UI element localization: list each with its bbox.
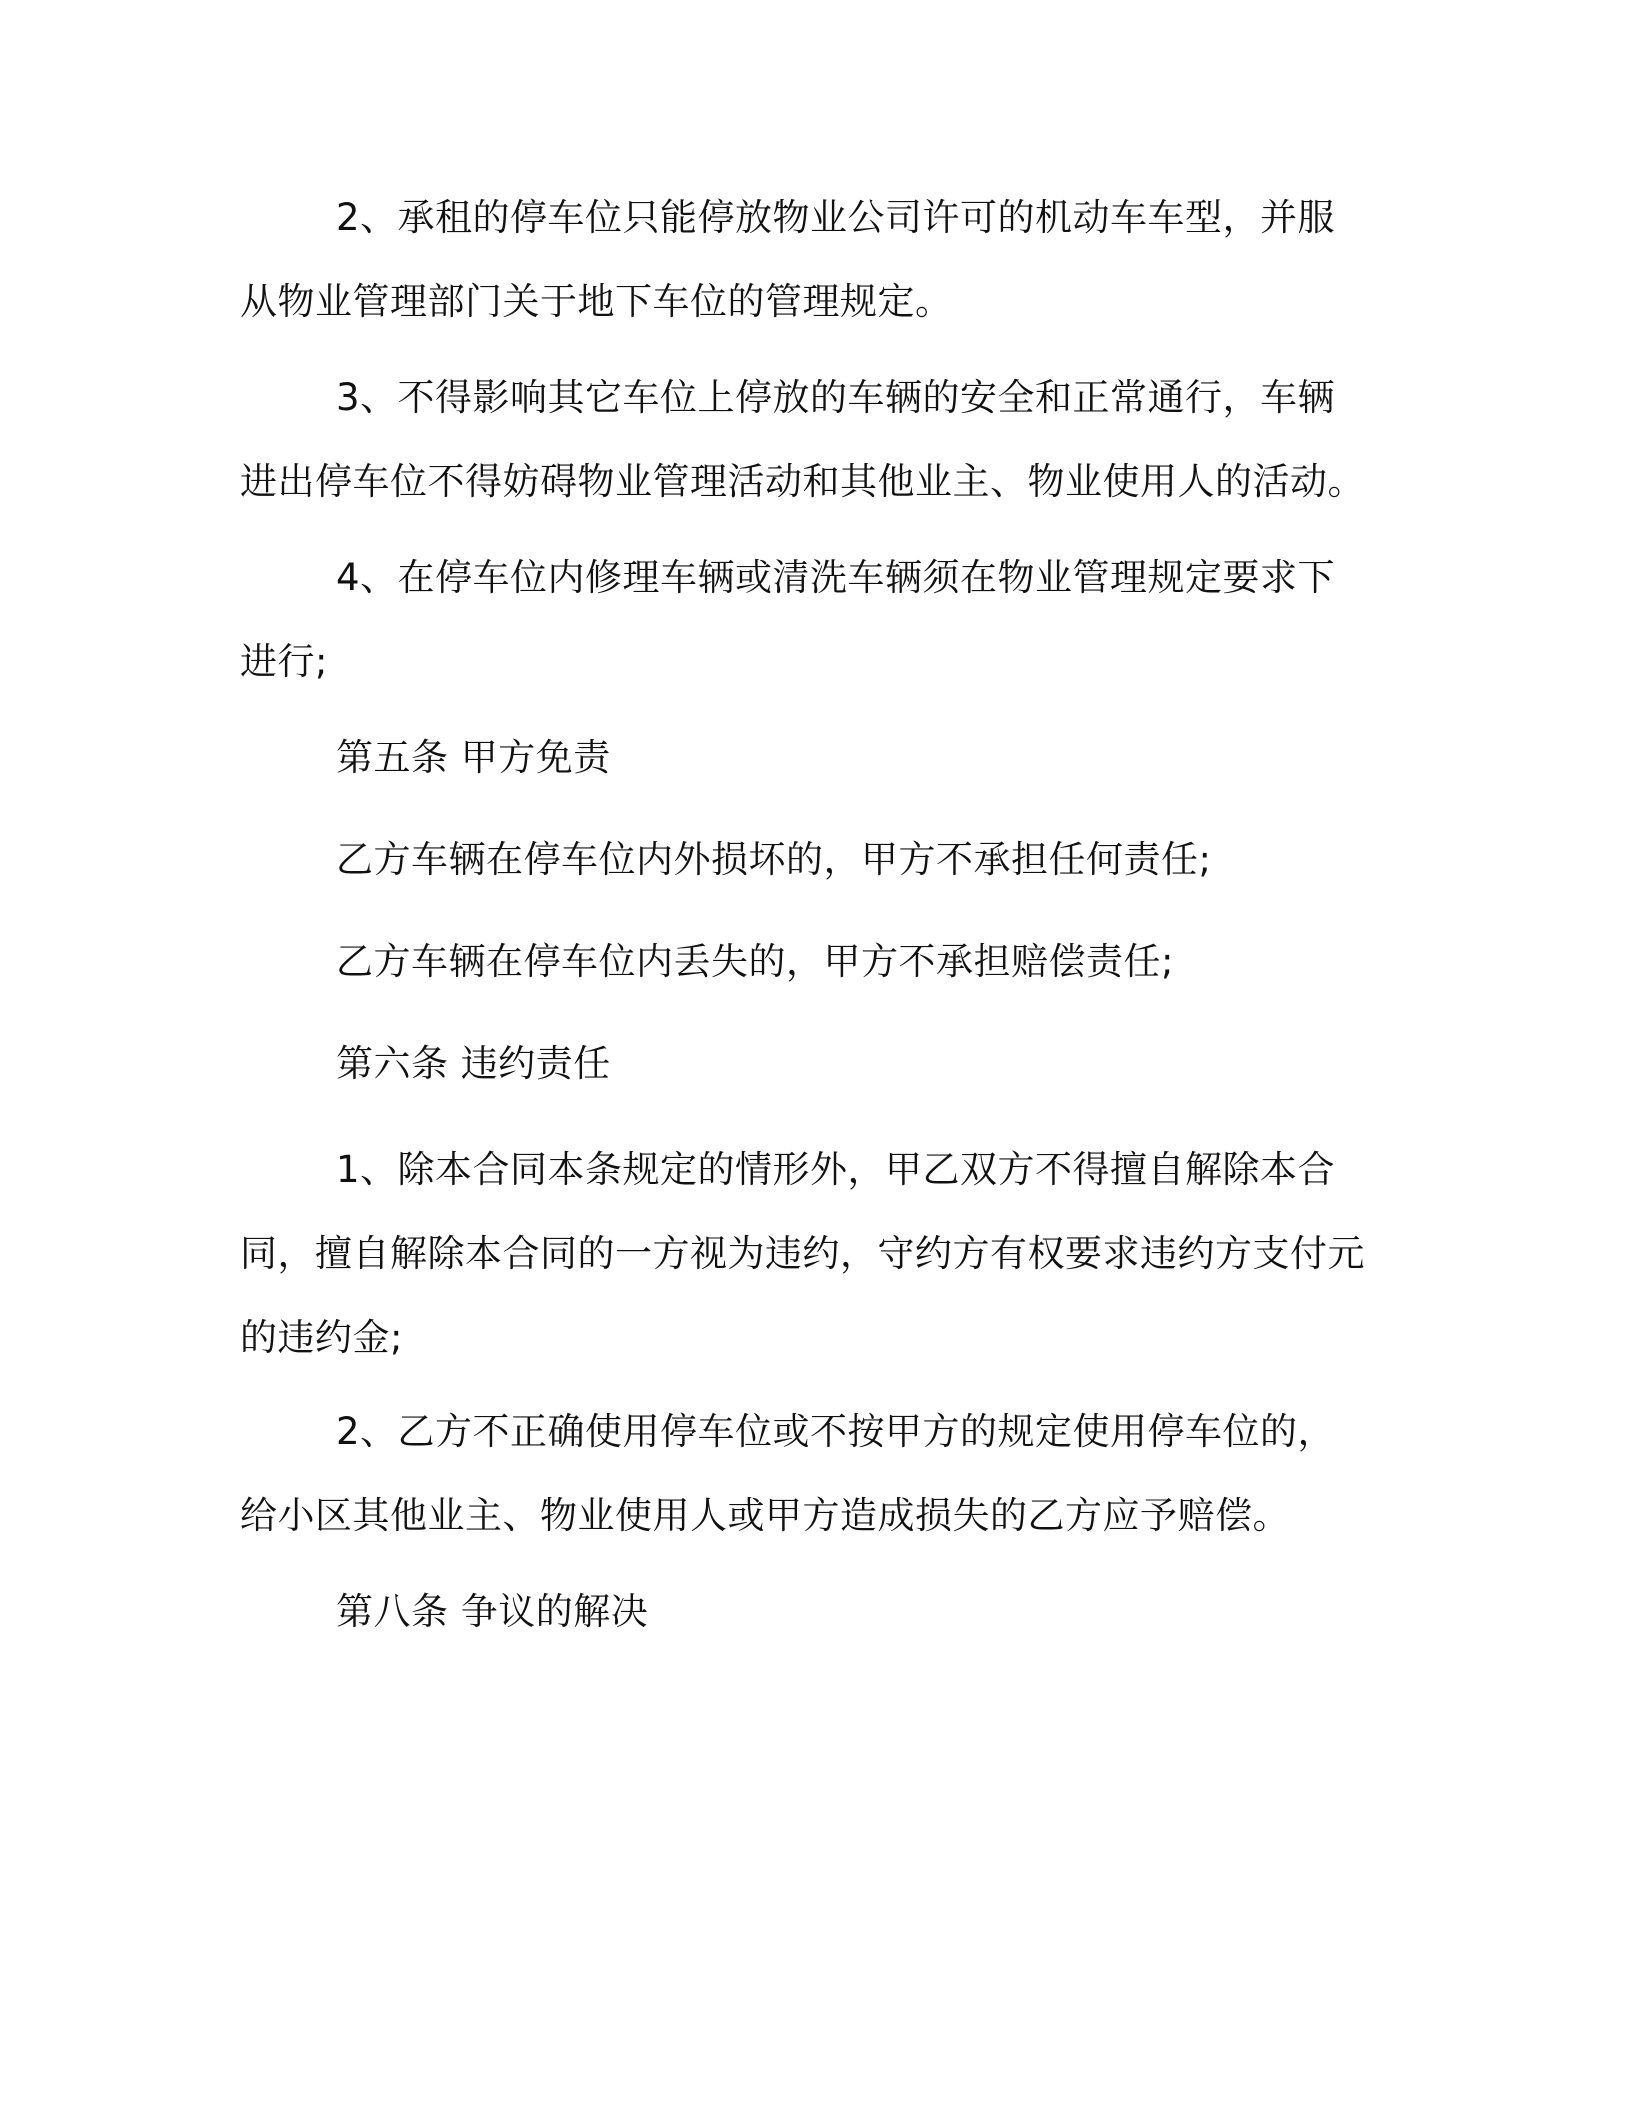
article-6-heading: 第六条 违约责任 <box>336 1042 611 1085</box>
article-5-item-damage: 乙方车辆在停车位内外损坏的，甲方不承担任何责任; <box>336 838 1212 881</box>
clause-item-3: 3、不得影响其它车位上停放的车辆的安全和正常通行，车辆进出停车位不得妨碍物业管理活动和其他业主、物业使用人的活动。 <box>240 376 1365 503</box>
clause-item-2: 2、承租的停车位只能停放物业公司许可的机动车车型，并服从物业管理部门关于地下车位的管理规定。 <box>240 196 1336 323</box>
clause-item-4: 4、在停车位内修理车辆或清洗车辆须在物业管理规定要求下进行; <box>240 556 1336 683</box>
article-5-heading: 第五条 甲方免责 <box>336 736 611 779</box>
article-8-heading: 第八条 争议的解决 <box>336 1590 649 1633</box>
article-6-item-2: 2、乙方不正确使用停车位或不按甲方的规定使用停车位的，给小区其他业主、物业使用人或甲方造成损失的乙方应予赔偿。 <box>240 1410 1336 1537</box>
article-5-item-loss: 乙方车辆在停车位内丢失的，甲方不承担赔偿责任; <box>336 940 1174 983</box>
article-6-item-1: 1、除本合同本条规定的情形外，甲乙双方不得擅自解除本合同，擅自解除本合同的一方视为违约，守约方有权要求违约方支付元的违约金; <box>240 1148 1365 1359</box>
